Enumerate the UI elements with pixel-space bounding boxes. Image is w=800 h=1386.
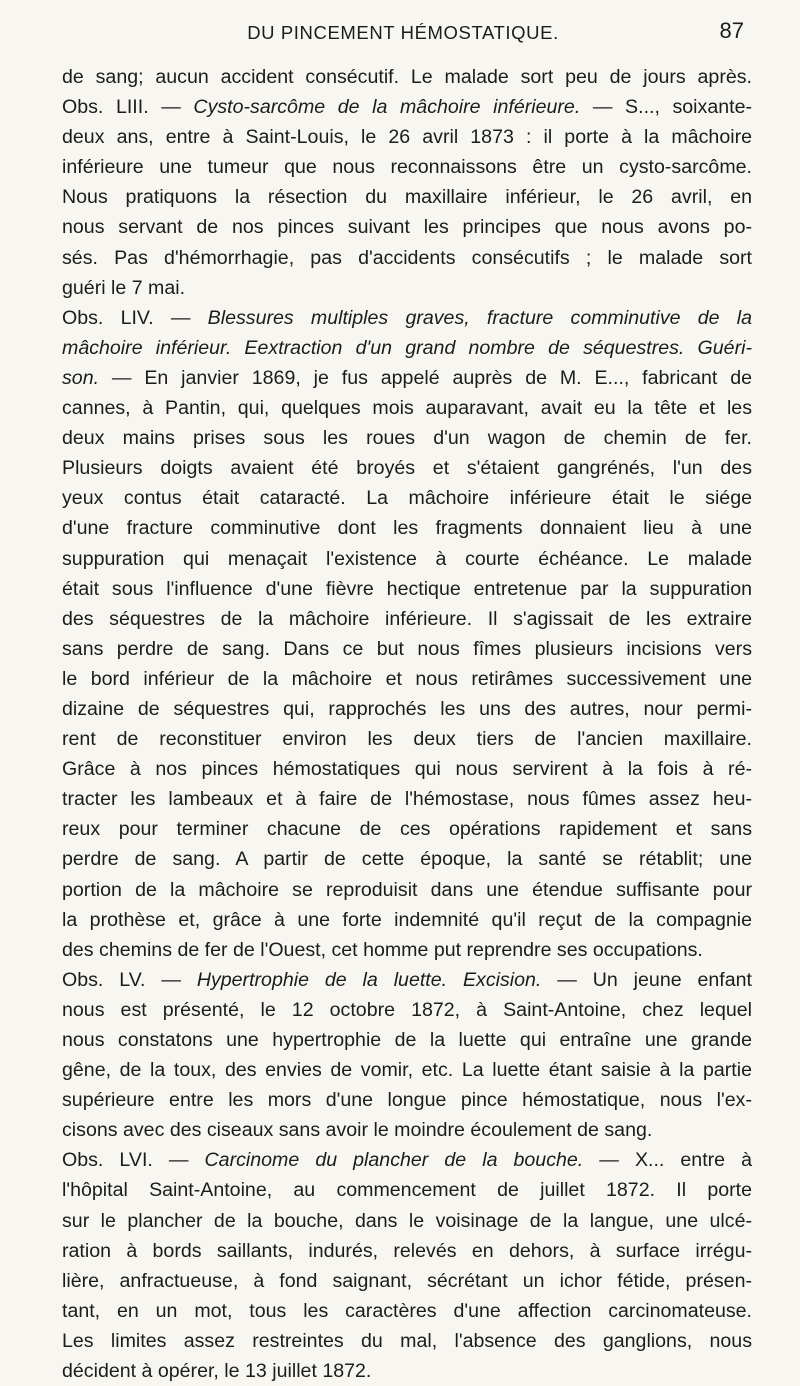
- text-line: [62, 1206, 752, 1236]
- text-line: [62, 423, 752, 453]
- text-line: [62, 784, 752, 814]
- text-line: [62, 1296, 752, 1326]
- text-line: [62, 875, 752, 905]
- italic-text: mâchoire inférieur. Eextraction d'un grand nombre de séquestres. Guéri-: [62, 336, 752, 359]
- text-run: cannes, à Pantin, qui, quelques mois auparavant, avait eu la tête et les: [62, 397, 752, 420]
- text-line: [62, 152, 752, 182]
- text-line: [62, 363, 752, 393]
- text-run: la prothèse et, grâce à une forte indemnité qu'il reçut de la compagnie: [62, 908, 752, 931]
- italic-text: Hypertrophie de la luette. Excision.: [196, 968, 542, 991]
- text-line: [62, 604, 752, 634]
- text-run: suppuration qui menaçait l'existence à courte échéance. Le malade: [62, 547, 752, 570]
- text-run: deux ans, entre à Saint-Louis, le 26 avril 1873 : il porte à la mâchoire: [62, 126, 752, 149]
- text-run: Obs. LV. —: [62, 968, 197, 991]
- text-run: deux mains prises sous les roues d'un wagon de chemin de fer.: [62, 427, 752, 450]
- text-run: — X... entre à: [583, 1149, 753, 1172]
- text-line: [62, 574, 752, 604]
- text-line: [62, 1055, 752, 1085]
- text-line: [62, 995, 752, 1025]
- text-run: reux pour terminer chacune de ces opérations rapidement et sans: [62, 818, 752, 841]
- text-line: [62, 965, 752, 995]
- text-line: [62, 1326, 752, 1356]
- body-text: [62, 62, 752, 1386]
- text-line: [62, 1356, 752, 1386]
- text-line: [62, 62, 752, 92]
- text-line: [62, 844, 752, 874]
- page-number: 87: [719, 18, 744, 43]
- text-run: des chemins de fer de l'Ouest, cet homme put reprendre ses occupations.: [62, 938, 703, 961]
- text-line: [62, 1025, 752, 1055]
- text-line: [62, 1266, 752, 1296]
- text-run: — En janvier 1869, je fus appelé auprès de M. E..., fabricant de: [99, 366, 752, 389]
- text-run: Nous pratiquons la résection du maxillaire inférieur, le 26 avril, en: [62, 186, 752, 209]
- italic-text: Cysto-sarcôme de la mâchoire inférieure.: [193, 96, 581, 119]
- text-line: [62, 664, 752, 694]
- text-line: [62, 122, 752, 152]
- running-title: DU PINCEMENT HÉMOSTATIQUE.: [247, 22, 559, 43]
- text-run: était sous l'influence d'une fièvre hectique entretenue par la suppuration: [62, 577, 752, 600]
- italic-text: son.: [62, 366, 100, 389]
- text-run: de sang; aucun accident consécutif. Le malade sort peu de jours après.: [62, 66, 752, 88]
- text-run: dizaine de séquestres qui, rapprochés les uns des autres, nour permi-: [62, 697, 752, 720]
- text-run: inférieure une tumeur que nous reconnaissons être un cysto-sarcôme.: [62, 156, 752, 179]
- text-run: perdre de sang. A partir de cette époque, la santé se rétablit; une: [62, 848, 752, 871]
- text-line: [62, 453, 752, 483]
- text-run: ration à bords saillants, indurés, relevés en dehors, à surface irrégu-: [62, 1239, 752, 1262]
- text-line: [62, 513, 752, 543]
- text-line: [62, 905, 752, 935]
- italic-text: Carcinome du plancher de la bouche.: [204, 1149, 584, 1172]
- text-line: [62, 483, 752, 513]
- text-run: Obs. LVI. —: [62, 1149, 205, 1172]
- text-run: — S..., soixante-: [580, 96, 752, 119]
- text-run: portion de la mâchoire se reproduisit dans une étendue suffisante pour: [62, 878, 752, 901]
- text-run: nous constatons une hypertrophie de la luette qui entraîne une grande: [62, 1029, 752, 1051]
- text-run: l'hôpital Saint-Antoine, au commencement de juillet 1872. Il porte: [62, 1179, 752, 1202]
- text-line: [62, 1236, 752, 1266]
- text-line: [62, 694, 752, 724]
- text-run: Les limites assez restreintes du mal, l'absence des ganglions, nous: [62, 1329, 752, 1352]
- text-run: gêne, de la toux, des envies de vomir, etc. La luette étant saisie à la partie: [62, 1059, 752, 1082]
- text-line: [62, 1085, 752, 1115]
- text-run: Obs. LIII. —: [62, 96, 194, 119]
- text-line: [62, 754, 752, 784]
- text-run: Grâce à nos pinces hémostatiques qui nous servirent à la fois à ré-: [62, 758, 752, 781]
- text-line: [62, 92, 752, 122]
- text-run: Plusieurs doigts avaient été broyés et s'étaient gangrénés, l'un des: [62, 457, 752, 480]
- text-line: [62, 1115, 752, 1145]
- text-run: tant, en un mot, tous les caractères d'une affection carcinomateuse.: [62, 1299, 752, 1322]
- running-header: [62, 14, 744, 50]
- text-run: supérieure entre les mors d'une longue pince hémostatique, nous l'ex-: [62, 1089, 752, 1112]
- text-run: tracter les lambeaux et à faire de l'hémostase, nous fûmes assez heu-: [62, 788, 752, 811]
- text-run: guéri le 7 mai.: [62, 276, 186, 299]
- text-line: [62, 935, 752, 965]
- text-line: [62, 333, 752, 363]
- text-line: [62, 182, 752, 212]
- text-line: [62, 724, 752, 754]
- text-line: [62, 212, 752, 242]
- text-run: rent de reconstituer environ les deux tiers de l'ancien maxillaire.: [62, 728, 752, 751]
- text-run: sans perdre de sang. Dans ce but nous fîmes plusieurs incisions vers: [62, 637, 752, 660]
- text-line: [62, 303, 752, 333]
- text-line: [62, 1175, 752, 1205]
- text-run: lière, anfractueuse, à fond saignant, sécrétant un ichor fétide, présen-: [62, 1269, 752, 1292]
- text-run: décident à opérer, le 13 juillet 1872.: [62, 1360, 372, 1383]
- text-line: [62, 814, 752, 844]
- text-run: — Un jeune enfant: [541, 968, 752, 991]
- text-run: des séquestres de la mâchoire inférieure. Il s'agissait de les extraire: [62, 607, 752, 630]
- text-run: sur le plancher de la bouche, dans le voisinage de la langue, une ulcé-: [62, 1209, 752, 1232]
- text-line: [62, 544, 752, 574]
- text-line: [62, 1145, 752, 1175]
- text-run: nous est présenté, le 12 octobre 1872, à Saint-Antoine, chez lequel: [62, 998, 752, 1021]
- text-line: [62, 393, 752, 423]
- text-line: [62, 243, 752, 273]
- text-line: [62, 273, 752, 303]
- text-run: yeux contus était cataracté. La mâchoire inférieure était le siége: [62, 487, 752, 510]
- text-run: d'une fracture comminutive dont les fragments donnaient lieu à une: [62, 517, 752, 540]
- italic-text: Blessures multiples graves, fracture comminutive de la: [207, 306, 752, 329]
- text-run: Obs. LIV. —: [62, 306, 208, 329]
- text-run: sés. Pas d'hémorrhagie, pas d'accidents consécutifs ; le malade sort: [62, 246, 752, 269]
- text-line: [62, 634, 752, 664]
- text-run: le bord inférieur de la mâchoire et nous retirâmes successivement une: [62, 667, 752, 690]
- text-run: cisons avec des ciseaux sans avoir le moindre écoulement de sang.: [62, 1119, 653, 1142]
- text-run: nous servant de nos pinces suivant les principes que nous avons po-: [62, 216, 752, 239]
